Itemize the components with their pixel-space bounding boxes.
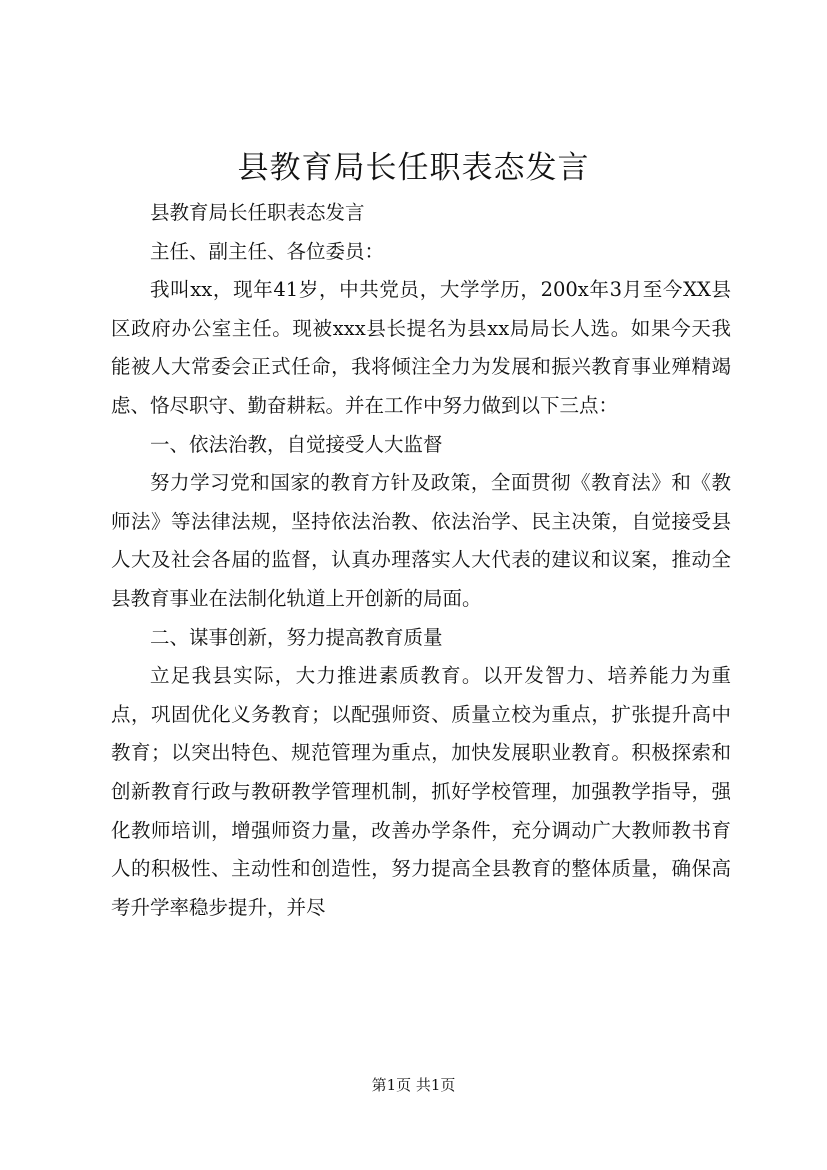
page-footer: 第1页 共1页 xyxy=(371,1076,456,1094)
paragraph-introduction: 我叫xx，现年41岁，中共党员，大学学历，200x年3月至今XX县区政府办公室主任。现被xxx县长提名为县xx局局长人选。如果今天我能被人大常委会正式任命，我将倾注全力为发展和振兴教育事业殚精竭虑、恪尽职守、勤奋耕耘。并在工作中努力做到以下三点： xyxy=(111,278,731,417)
paragraph-section-1: 努力学习党和国家的教育方针及政策，全面贯彻《教育法》和《教师法》等法律法规，坚持依法治教、依法治学、民主决策，自觉接受县人大及社会各届的监督，认真办理落实人大代表的建议和议案，推动全县教育事业在法制化轨道上开创新的局面。 xyxy=(111,471,731,610)
paragraph-section-2: 立足我县实际，大力推进素质教育。以开发智力、培养能力为重点，巩固优化义务教育；以配强师资、质量立校为重点，扩张提升高中教育；以突出特色、规范管理为重点，加快发展职业教育。积极探索和创新教育行政与教研教学管理机制，抓好学校管理，加强教学指导，强化教师培训，增强师资力量，改善办学条件，充分调动广大教师教书育人的积极性、主动性和创造性，努力提高全县教育的整体质量，确保高考升学率稳步提升，并尽 xyxy=(111,664,731,919)
section-heading-1: 一、依法治教，自觉接受人大监督 xyxy=(150,432,443,456)
section-heading-2: 二、谋事创新，努力提高教育质量 xyxy=(150,625,443,649)
document-body xyxy=(111,194,731,927)
paragraph-salutation: 主任、副主任、各位委员： xyxy=(150,239,385,263)
paragraph-subtitle: 县教育局长任职表态发言 xyxy=(150,201,365,224)
document-title: 县教育局长任职表态发言 xyxy=(237,150,590,186)
